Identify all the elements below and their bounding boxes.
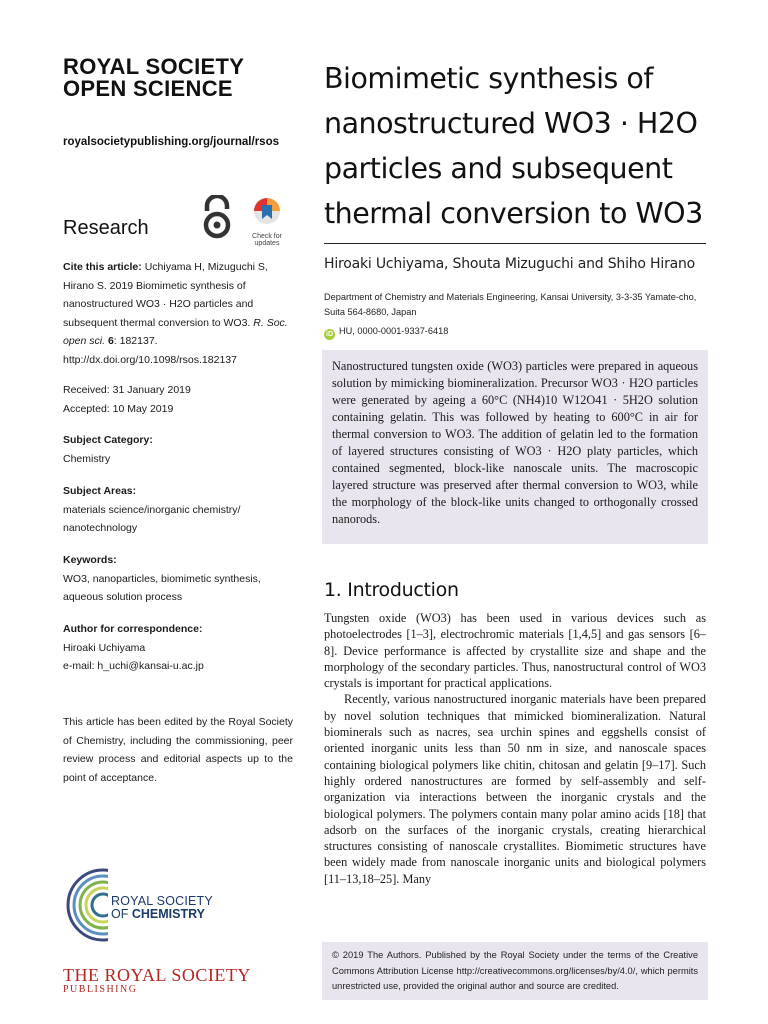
citation-block: [63, 258, 293, 369]
subject-areas-block: [63, 482, 293, 538]
title-line-4: thermal conversion to WO3: [324, 197, 703, 230]
author-label: Author for correspondence:: [63, 623, 203, 635]
cite-journal: R. Soc. open sci.: [63, 316, 288, 347]
editorial-note: This article has been edited by the Royal Society of Chemistry, including the commissioning, peer review process and editorial aspects up to the point of acceptance.: [63, 716, 293, 784]
title-line-3: particles and subsequent: [324, 152, 673, 185]
dates-block: [63, 381, 293, 418]
correspondence-block: [63, 620, 293, 676]
author-email[interactable]: e-mail: h_uchi@kansai-u.ac.jp: [63, 660, 204, 672]
publisher-logo: [63, 966, 251, 996]
section-heading: 1. Introduction: [324, 579, 459, 601]
check-updates-label: Check for updates: [252, 233, 282, 247]
check-updates-badge[interactable]: [247, 197, 287, 245]
abstract-box: Nanostructured tungsten oxide (WO3) particles were prepared in aqueous solution by mimicking biomineralization. Precursor WO3 · H2O particles were generated by ageing a 60°C (NH4)10 W12O41 · 5H2O solution containing gelatin. This was followed by heating to 600°C in air for thermal conversion to WO3. The addition of gelatin led to the formation of layered structures consisting of WO3 · H2O platy particles, which contained segmented, block-like nanoscale units. The macroscopic layered structure was preserved after thermal conversion to WO3, while the morphology of the block-like units changed to orthogonally crossed nanorods.: [322, 350, 708, 544]
article-title: [324, 56, 714, 236]
affiliation: Department of Chemistry and Materials Engineering, Kansai University, 3-3-35 Yamate-cho, Suita 564-8680, Japan: [324, 292, 697, 317]
rsc-line-1: ROYAL SOCIETY: [111, 894, 213, 908]
publisher-name: THE ROYAL SOCIETY: [63, 965, 251, 985]
body-text: [324, 610, 706, 887]
subject-category-value: Chemistry: [63, 452, 111, 465]
paragraph: Recently, various nanostructured inorganic materials have been prepared by novel solution techniques that mimicked biomineralization. Natural biominerals such as nacres, sea urchin spines and eggshells consist of oriented inorganic units less than 50 nm in size, and nanoscale spaces containing biological polymers like chitin, chitosan and gelatin [9–17]. Such highly ordered nanostructures are formed by self-assembly and self-organization via interactions between the inorganic crystals and the biological polymers. The polymers contain many polar amino acids [18] that adsorb on the surfaces of the inorganic crystals, creating hierarchical structures consisting of nanoscale crystallites. Biomimetic structures have been widely made from nanoscale inorganic units and biological polymers [11–13,18–25]. Many: [324, 692, 706, 886]
check-updates-icon: [253, 197, 281, 227]
open-access-icon: [199, 195, 235, 239]
subject-areas-label: Subject Areas:: [63, 485, 137, 497]
author-list: Hiroaki Uchiyama, Shouta Mizuguchi and Shiho Hirano: [324, 256, 696, 272]
subject-areas-value: materials science/inorganic chemistry/ nanotechnology: [63, 503, 241, 534]
cite-text: Uchiyama H, Mizuguchi S, Hirano S. 2019 Biomimetic synthesis of nanostructured WO3 · H2O particles and subsequent thermal conversion to WO3.: [63, 261, 268, 329]
title-line-1: Biomimetic synthesis of: [324, 62, 653, 95]
rsc-line-2: CHEMISTRY: [131, 907, 205, 921]
title-divider: [324, 243, 706, 244]
paragraph: Tungsten oxide (WO3) has been used in various devices such as photoelectrodes [1–3], electrochromic materials [1,4,5] and gas sensors [6–8]. Device performance is affected by crystallite size and shape and the morphology of the secondary particles. Thus, nanostructural control of WO3 crystals is important for practical applications.: [324, 611, 706, 691]
brand-line-2: OPEN SCIENCE: [63, 76, 233, 101]
rsc-logo: [63, 857, 233, 957]
license-box: © 2019 The Authors. Published by the Royal Society under the terms of the Creative Commons Attribution License http://creativecommons.org/licenses/by/4.0/, which permits unrestricted use, provided the original author and source are credited.: [322, 942, 708, 1000]
orcid-icon[interactable]: iD: [326, 331, 333, 338]
journal-brand: [63, 56, 293, 100]
keywords-value: WO3, nanoparticles, biomimetic synthesis, aqueous solution process: [63, 572, 261, 603]
cite-label: Cite this article:: [63, 261, 142, 273]
author-name: Hiroaki Uchiyama: [63, 641, 146, 654]
journal-url-link[interactable]: royalsocietypublishing.org/journal/rsos: [63, 136, 279, 148]
cite-doi-link[interactable]: http://dx.doi.org/10.1098/rsos.182137: [63, 353, 237, 366]
section-label: Research: [63, 217, 149, 239]
cite-volume: 6: [107, 335, 114, 347]
brand-line-1: ROYAL SOCIETY: [63, 54, 245, 79]
title-line-2: nanostructured WO3 · H2O: [324, 107, 698, 140]
keywords-block: [63, 551, 293, 607]
rsc-line-2-prefix: OF: [111, 907, 129, 921]
keywords-label: Keywords:: [63, 554, 117, 566]
subject-category-label: Subject Category:: [63, 434, 153, 446]
accepted-date: Accepted: 10 May 2019: [63, 402, 174, 415]
publisher-sub: PUBLISHING: [63, 984, 138, 995]
orcid-line: [324, 326, 448, 340]
subject-category-block: [63, 431, 293, 468]
received-date: Received: 31 January 2019: [63, 384, 191, 396]
orcid-id[interactable]: HU, 0000-0001-9337-6418: [339, 326, 449, 336]
cite-article-number: : 182137.: [113, 335, 158, 347]
